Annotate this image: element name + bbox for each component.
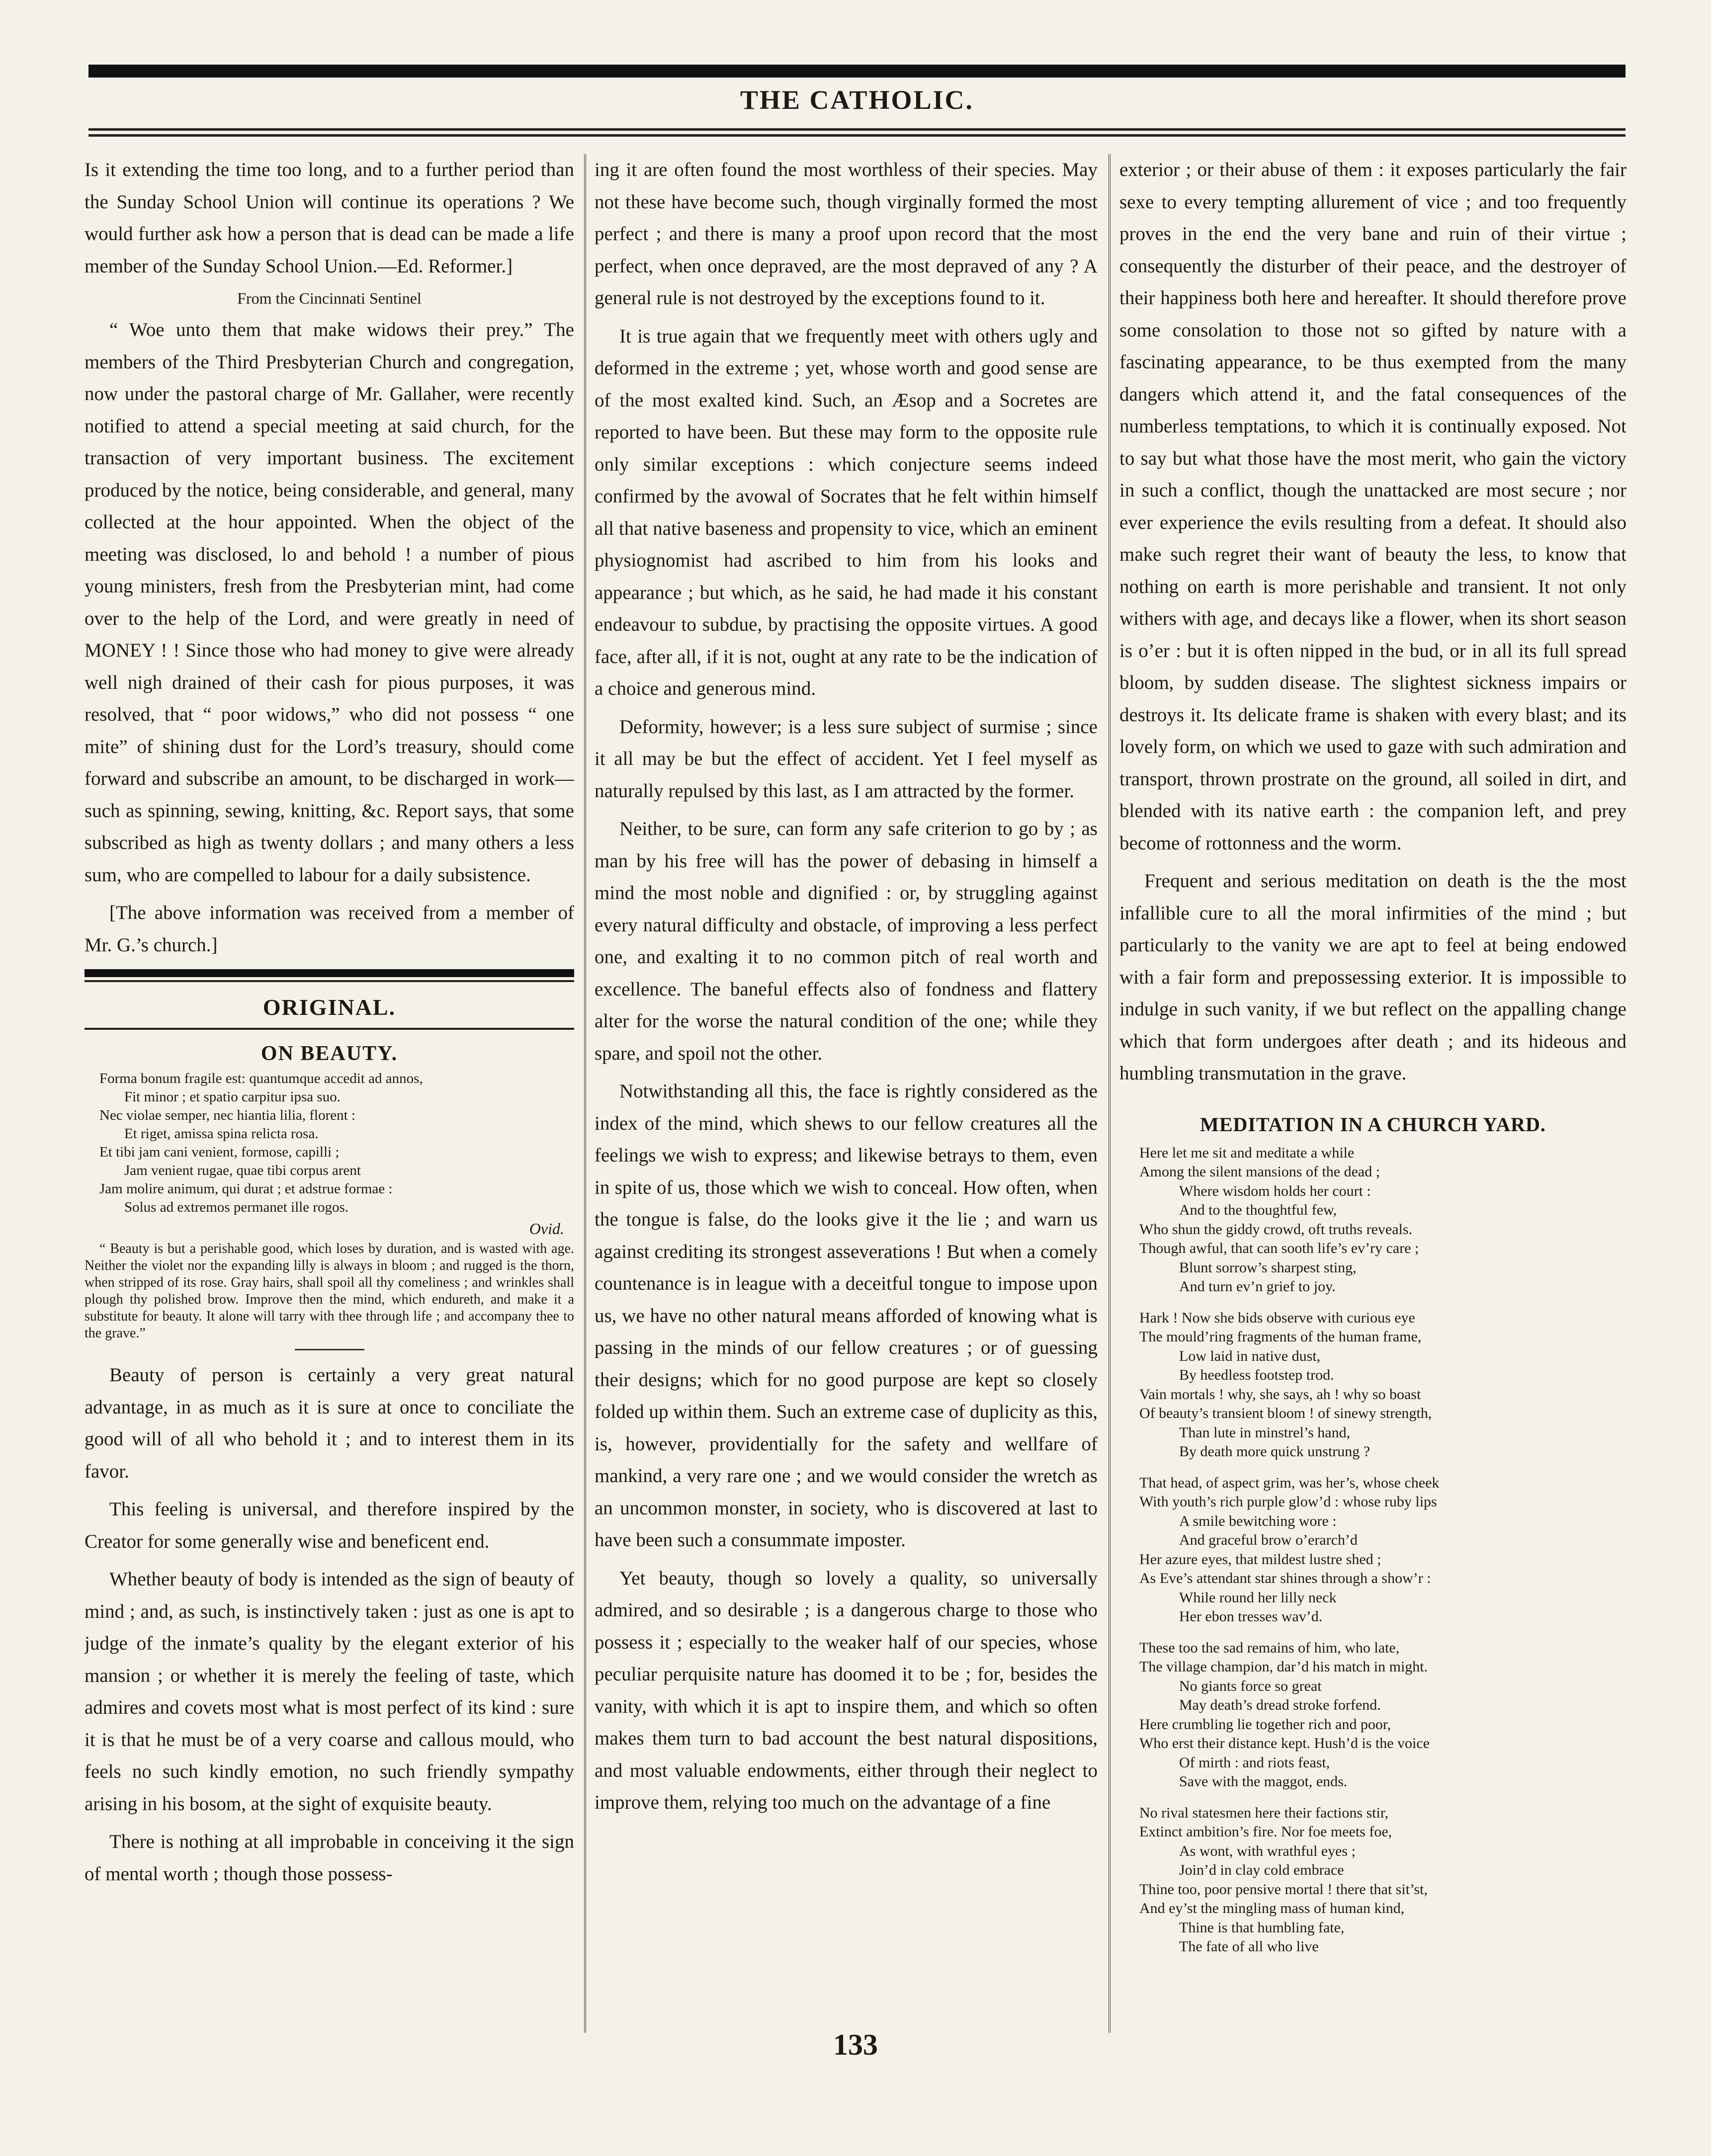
column-1 (85, 154, 574, 2033)
poem-line: Save with the maggot, ends. (1179, 1773, 1348, 1790)
masthead-rule (88, 128, 1625, 131)
poem-line: Here let me sit and meditate a while (1139, 1144, 1355, 1161)
poem-line: The village champion, dar’d his match in might. (1139, 1658, 1428, 1675)
section-heading: ORIGINAL. (262, 995, 396, 1020)
stanza-break (1139, 1297, 1626, 1309)
poem-line: Her ebon tresses wav’d. (1179, 1608, 1323, 1625)
article-paragraph: Yet beauty, though so lovely a quality, so universally admired, and so desirable ; is a dangerous charge to those who possess it ; especially to the weaker half of our species, whose peculiar perquisite nature has doomed it to be ; for, besides the vanity, with which it is apt to inspire them, and which so often makes them turn to bad account the best natural dispositions, and most valuable endowments, either through their neglect to improve them, relying too much on the advantage of a fine (595, 1567, 1098, 1813)
poem-line: The fate of all who live (1179, 1938, 1319, 1955)
poem-line: Who shun the giddy crowd, oft truths reveals. (1139, 1221, 1413, 1238)
poem-line: Of beauty’s transient bloom ! of sinewy strength, (1139, 1405, 1432, 1421)
article-paragraph: ing it are often found the most worthless of their species. May not these have become such, though virginally formed the most perfect ; and there is many a proof upon record that the most perfect, when once depraved, are the most depraved of any ? A general rule is not destroyed by the exceptions found to it. (595, 159, 1098, 309)
poem-line: Hark ! Now she bids observe with curious eye (1139, 1309, 1415, 1326)
stanza-break (1139, 1462, 1626, 1474)
article-paragraph: Frequent and serious meditation on death is the the most infallible cure to all the moral infirmities of the mind ; but particularly to the vanity we are apt to feel at being endowed with a fair form and prepossessing exterior. It is impossible to indulge in such vanity, if we but reflect on the appalling change which that form undergoes after death ; and its hideous and humbling transmutation in the grave. (1119, 870, 1626, 1084)
poem-line: Vain mortals ! why, she says, ah ! why so boast (1139, 1386, 1421, 1403)
latin-epigraph (85, 1070, 574, 1217)
latin-line: Et tibi jam cani venient, formose, capilli ; (99, 1144, 340, 1160)
article-paragraph: Neither, to be sure, can form any safe criterion to go by ; as man by his free will has the power of debasing in himself a mind the most noble and dignified : or, by struggling against every natural difficulty and obstacle, of improving a less perfect one, and exalting it to no common pitch of real worth and excellence. The baneful effects also of fondness and flattery alter for the worse the natural condition of the one; while they spare, and spoil not the other. (595, 818, 1098, 1064)
article-paragraph: This feeling is universal, and therefore inspired by the Creator for some generally wise and beneficent end. (85, 1498, 574, 1552)
poem-title: MEDITATION IN A CHURCH YARD. (1200, 1113, 1546, 1136)
poem-line: Though awful, that can sooth life’s ev’ry care ; (1139, 1240, 1419, 1256)
latin-line: Jam molire animum, qui durat ; et adstrue formae : (99, 1181, 393, 1197)
stanza-break (1139, 1792, 1626, 1804)
poem-line: Thine is that humbling fate, (1179, 1919, 1345, 1936)
reformer-note: Is it extending the time too long, and to a further period than the Sunday School Union will continue its operations ? We would further ask how a person that is dead can be made a life member of the Sunday School Union.—Ed. Reformer.] (85, 159, 574, 277)
poem-line: The mould’ring fragments of the human frame, (1139, 1328, 1422, 1345)
poem (1119, 1144, 1626, 1957)
latin-line: Jam venient rugae, quae tibi corpus arent (124, 1162, 361, 1178)
poem-line: With youth’s rich purple glow’d : whose ruby lips (1139, 1493, 1437, 1510)
column-divider (584, 154, 586, 2033)
page-number: 133 (833, 2028, 878, 2061)
article-paragraph: There is nothing at all improbable in conceiving it the sign of mental worth ; though those possess- (85, 1831, 574, 1885)
latin-line: Forma bonum fragile est: quantumque accedit ad annos, (99, 1071, 423, 1086)
poem-line: Extinct ambition’s fire. Nor foe meets foe, (1139, 1824, 1392, 1840)
poem-line: And graceful brow o’erarch’d (1179, 1532, 1358, 1548)
column-2 (595, 154, 1098, 2033)
poem-line: While round her lilly neck (1179, 1589, 1337, 1606)
article-paragraph: It is true again that we frequently meet with others ugly and deformed in the extreme ; yet, whose worth and good sense are of the most exalted kind. Such, an Æsop and a Socretes are reported to have been. But these may form to the opposite rule only similar exceptions : which conjecture seems indeed confirmed by the avowal of Socrates that he felt within himself all that native baseness and propensity to vice, which an eminent physiognomist had ascribed to him from his looks and appearance ; but which, as he said, he had made it his constant endeavour to subdue, by practising the opposite virtues. A good face, after all, if it is not, ought at any rate to be the indication of a choice and generous mind. (595, 325, 1098, 699)
poem-line: And ey’st the mingling mass of human kind, (1139, 1900, 1405, 1916)
poem-line: No giants force so great (1179, 1677, 1322, 1694)
top-rule (88, 65, 1625, 78)
poem-line: Who erst their distance kept. Hush’d is the voice (1139, 1735, 1430, 1751)
poem-line: Among the silent mansions of the dead ; (1139, 1163, 1380, 1180)
article-paragraph: Whether beauty of body is intended as the sign of beauty of mind ; and, as such, is instinctively taken : just as one is apt to judge of the inmate’s quality by the elegant exterior of his mansion ; or whether it is merely the feeling of taste, which admires and covets most what is most perfect of its kind : sure it is that he must be of a very coarse and callous mould, who feels no such kindly emotion, no such friendly sympathy arising in his bosom, at the sight of exquisite beauty. (85, 1569, 574, 1815)
poem-line: Low laid in native dust, (1179, 1347, 1321, 1364)
latin-line: Et riget, amissa spina relicta rosa. (124, 1126, 319, 1142)
masthead-rule-lower (88, 134, 1625, 137)
section-rule-thin (85, 1028, 574, 1030)
poem-line: Blunt sorrow’s sharpest sting, (1179, 1259, 1357, 1276)
poem-line: That head, of aspect grim, was her’s, whose cheek (1139, 1474, 1440, 1491)
poem-line: And to the thoughtful few, (1179, 1202, 1337, 1218)
divider (295, 1349, 364, 1350)
article-paragraph: Notwithstanding all this, the face is rightly considered as the index of the mind, which shews to our fellow creatures all the feelings we wish to express; and likewise betrays to them, even in spite of us, those which we wish to conceal. How often, when the tongue is false, do the looks give it the lie ; and warn us against crediting its strongest asseverations ! But when a comely countenance is in league with a deceitful tongue to impose upon us, we have no other natural means afforded of knowing what is passing in the minds of our fellow creatures ; or of guessing their designs; which for no good purpose are kept so closely folded up within them. Such an extreme case of duplicity as this, is, however, providentially for the safety and wellfare of mankind, a very rare one ; and we would consider the wretch as an uncommon monster, in society, who is discovered at last to have been such a consummate imposter. (595, 1080, 1098, 1551)
poem-line: As Eve’s attendant star shines through a show’r : (1139, 1570, 1431, 1586)
poem-line: A smile bewitching wore : (1179, 1512, 1337, 1529)
poem-line: Of mirth : and riots feast, (1179, 1754, 1330, 1771)
poem-line: Join’d in clay cold embrace (1179, 1862, 1344, 1878)
masthead: THE CATHOLIC. (740, 85, 974, 115)
article-paragraph: [The above information was received from a member of Mr. G.’s church.] (85, 902, 574, 956)
poem-line: By heedless footstep trod. (1179, 1367, 1334, 1383)
epigraph-translation: “ Beauty is but a perishable good, which loses by duration, and is wasted with age. Neither the violet nor the expanding lilly is always in bloom ; and rugged is the thorn, when stripped of its rose. Gray hairs, shall spoil all thy comeliness ; and wrinkles shall plough thy polished brow. Improve then the mind, which endureth, and make it a substitute for beauty. It alone will tarry with thee through life ; and accompany thee to the grave.” (85, 1241, 574, 1341)
poem-line: Thine too, poor pensive mortal ! there that sit’st, (1139, 1881, 1428, 1898)
poem-line: Here crumbling lie together rich and poor, (1139, 1716, 1391, 1733)
source-credit: From the Cincinnati Sentinel (237, 289, 422, 307)
latin-line: Solus ad extremos permanet ille rogos. (124, 1199, 349, 1215)
poem-line: Than lute in minstrel’s hand, (1179, 1424, 1351, 1441)
column-divider (1109, 154, 1111, 2033)
poem-line: As wont, with wrathful eyes ; (1179, 1842, 1356, 1859)
latin-line: Fit minor ; et spatio carpitur ipsa suo. (124, 1089, 341, 1105)
poem-line: These too the sad remains of him, who late, (1139, 1639, 1400, 1656)
poem-line: Her azure eyes, that mildest lustre shed ; (1139, 1551, 1381, 1568)
stanza-break (1139, 1627, 1626, 1639)
column-3 (1119, 154, 1626, 2033)
epigraph-author: Ovid. (529, 1220, 564, 1238)
article-title: ON BEAUTY. (260, 1042, 398, 1065)
article-paragraph: “ Woe unto them that make widows their prey.” The members of the Third Presbyterian Church and congregation, now under the pastoral charge of Mr. Gallaher, were recently notified to attend a special meeting at said church, for the transaction of very important business. The excitement produced by the notice, being considerable, and general, many collected at the hour appointed. When the object of the meeting was disclosed, lo and behold ! a number of pious young ministers, fresh from the Presbyterian mint, had come over to the help of the Lord, and were greatly in need of MONEY ! ! Since those who had money to give were already well nigh drained of their cash for pious purposes, it was resolved, that “ poor widows,” who did not possess “ one mite” of shining dust for the Lord’s treasury, should come forward and subscribe an amount, to be discharged in work—such as spinning, sewing, knitting, &c. Report says, that some subscribed as high as twenty dollars ; and many others a less sum, who are compelled to labour for a daily subsistence. (85, 319, 574, 886)
poem-line: And turn ev’n grief to joy. (1179, 1278, 1336, 1295)
poem-line: Where wisdom holds her court : (1179, 1182, 1371, 1199)
section-rule-thin (85, 980, 574, 982)
article-paragraph: Deformity, however; is a less sure subject of surmise ; since it all may be but the effect of accident. Yet I feel myself as naturally repulsed by this last, as I am attracted by the former. (595, 716, 1098, 802)
poem-line: No rival statesmen here their factions stir, (1139, 1804, 1389, 1821)
poem-line: May death’s dread stroke forfend. (1179, 1697, 1381, 1713)
article-paragraph: Beauty of person is certainly a very great natural advantage, in as much as it is sure at once to conciliate the good will of all who behold it ; and to interest them in its favor. (85, 1364, 574, 1482)
poem-line: By death more quick unstrung ? (1179, 1443, 1370, 1460)
article-paragraph: exterior ; or their abuse of them : it exposes particularly the fair sexe to every tempting allurement of vice ; and too frequently proves in the end the very bane and ruin of their virtue ; consequently the disturber of their peace, and the destroyer of their happiness both here and hereafter. It should therefore prove some consolation to those not so gifted by nature with a fascinating appearance, to be thus exempted from the many dangers which attend it, and the fatal consequences of the numberless temptations, to which it is continually exposed. Not to say but what those have the most merit, who gain the victory in such a conflict, though the unattacked are most secure ; nor ever experience the evils resulting from a defeat. It should also make such regret their want of beauty the less, to know that nothing on earth is more perishable and transient. It not only withers with age, and decays like a flower, when its short season is o’er : but it is often nipped in the bud, or in all its full spread bloom, by sudden disease. The slightest sickness impairs or destroys it. Its delicate frame is shaken with every blast; and its lovely form, on which we used to gaze with such admiration and transport, thrown prostrate on the ground, all soiled in dirt, and blended with its native earth : the companion left, and prey become of rottonness and the worm. (1119, 159, 1626, 854)
section-rule (85, 969, 574, 977)
latin-line: Nec violae semper, nec hiantia lilia, florent : (99, 1107, 355, 1123)
